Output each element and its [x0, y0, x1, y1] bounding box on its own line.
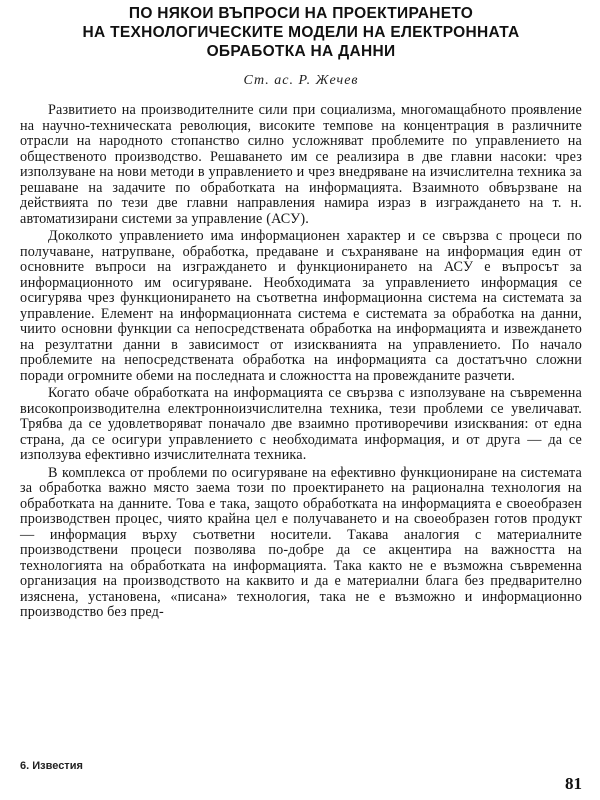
article-body — [20, 103, 582, 621]
body-paragraph: Когато обаче обработката на информацията се свързва с използуване на съвременна високопроизводителна електронноизчислителна техника, тези проблеми се увеличават. Трябва да се удовлетворяват поначало две взаимно противоречиви изисквания: от една страна, да се осигури управлението с необходимата информация, и от друга — да се използува ефективно изчислителната техника. — [20, 385, 582, 463]
title-line: ПО НЯКОИ ВЪПРОСИ НА ПРОЕКТИРАНЕТО — [128, 5, 474, 22]
title-line: НА ТЕХНОЛОГИЧЕСКИТЕ МОДЕЛИ НА ЕЛЕКТРОННАТА — [82, 24, 520, 41]
page-number: 81 — [565, 774, 582, 793]
journal-signature: 6. Известия — [20, 760, 83, 772]
article-title — [20, 0, 582, 61]
body-paragraph: Развитието на производителните сили при социализма, многомащабното проявление на научно-техническата революция, високите темпове на концентрация в различните отрасли на народното стопанство силно усложняват проблемите по управлението на общественото производство. Решаването им се реализира в две главни насоки: чрез използуване на нови методи в управлението и чрез внедряване на изчислителна техника за решаване на задачите по обработката на информацията. Взаимното обвързване на действията по тези две главни направления намира израз в изграждането на т. н. автоматизирани системи за управление (АСУ). — [20, 102, 582, 227]
document-page — [20, 0, 582, 800]
body-paragraph: Доколкото управлението има информационен характер и се свързва с процеси по получаване, натрупване, обработка, предаване и съхраняване на информация един от основните въпроси на изграждането и функционирането на АСУ е въпросът за информационното им осигуряване. Необходимата за управлението информация се осигурява чрез функционирането на съответна информационна система на системата за управление. Елемент на информационната система е системата за обработка на данни, чиито основни функции са непосредствената обработка на информацията и извеждането на резултатни данни в зависимост от изискванията на управлението. По начало проблемите на непосредствената обработка на информацията са достатъчно сложни поради огромните обеми на последната и сложността на провежданите разчети. — [20, 228, 582, 384]
body-paragraph: В комплекса от проблеми по осигуряване на ефективно функциониране на системата за обработка важно място заема този по проектирането на рационална технология на обработката на данните. Това е така, защото обработката на информацията е своеобразен производствен процес, чиято крайна цел е получаването и на своеобразен готов продукт — информация върху съответни носители. Такава аналогия с материалните производствени процеси позволява по-добре да се акцентира на важността на технологията на обработката на информацията. Така както не е възможна съвременна организация на производството на каквито и да е материални блага без предварително изяснена, установена, «писана» технология, така не е възможно и информационно производство без пред- — [20, 464, 582, 620]
page-footer — [20, 760, 582, 800]
title-line: ОБРАБОТКА НА ДАННИ — [206, 43, 396, 60]
article-author: Ст. ас. Р. Жечев — [243, 73, 359, 88]
